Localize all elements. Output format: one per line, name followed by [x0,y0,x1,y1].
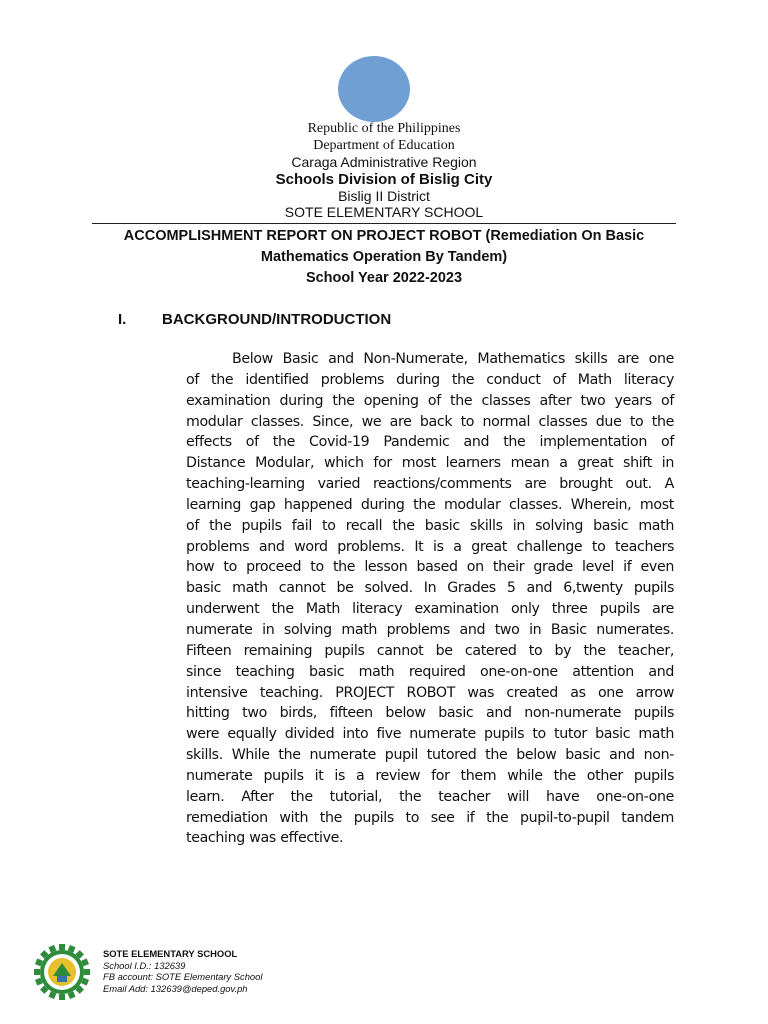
header-department: Department of Education [313,138,455,153]
header-divider [92,223,676,224]
paragraph-line: teaching-learning varied reactions/comments are brought out. A [186,476,674,493]
paragraph-line: Distance Modular, which for most learners mean a great shift in [186,455,674,472]
deped-seal-icon [338,56,410,122]
paragraph-line: of the pupils fail to recall the basic skills in solving basic math [186,517,674,534]
header-district: Bislig II District [338,188,430,204]
background-paragraph [186,349,674,849]
header-division: Schools Division of Bislig City [275,171,493,188]
paragraph-line: effects of the Covid-19 Pandemic and the implementation of [186,434,674,451]
footer-school-id: School I.D.: 132639 [103,959,186,971]
paragraph-line: examination during the opening of the classes after two years of [186,392,674,409]
gear-tooth [34,969,40,975]
paragraph-line: remediation with the pupils to see if the pupil-to-pupil tandem [186,809,674,826]
paragraph-line: learning gap happened during the modular classes. Wherein, most [186,496,674,513]
paragraph-line: numerate in solving math problems and two in Basic numerates. [186,621,674,638]
report-title-line-1: ACCOMPLISHMENT REPORT ON PROJECT ROBOT (Remediation On Basic [123,228,645,244]
paragraph-line: Fifteen remaining pupils cannot be catered to by the teacher, [186,642,674,659]
paragraph-line: hitting two birds, fifteen below basic and non-numerate pupils [186,705,674,722]
footer-contact [103,948,262,994]
report-school-year: School Year 2022-2023 [305,270,463,286]
gear-tooth [59,944,65,950]
header-school: SOTE ELEMENTARY SCHOOL [284,204,484,220]
section-number: I. [118,311,127,328]
gear-tooth [84,969,90,975]
footer-fb-account: FB account: SOTE Elementary School [103,971,263,983]
paragraph-line: teaching was effective. [186,830,344,847]
paragraph-line: numerate pupils it is a review for them while the other pupils [186,767,674,784]
paragraph-line: modular classes. Since, we are back to normal classes due to the [186,413,674,430]
paragraph-line: Below Basic and Non-Numerate, Mathematics skills are one [232,351,674,367]
paragraph-line: problems and word problems. It is a great challenge to teachers [186,538,674,555]
paragraph-line: learn. After the tutorial, the teacher will have one-on-one [186,788,674,805]
paragraph-line: since teaching basic math required one-on-one attention and [186,663,674,680]
header-republic: Republic of the Philippines [307,121,461,136]
paragraph-line: skills. While the numerate pupil tutored the below basic and non- [186,747,674,764]
paragraph-line: of the identified problems during the conduct of Math literacy [186,371,674,388]
paragraph-line: underwent the Math literacy examination only three pupils are [186,601,674,618]
header-region: Caraga Administrative Region [291,154,477,170]
paragraph-line: how to proceed to the lesson based on their grade level if even [186,559,674,576]
footer-email: Email Add: 132639@deped.gov.ph [103,982,248,994]
gear-tooth [59,994,65,1000]
school-logo-icon [33,943,91,1001]
paragraph-line: intensive teaching. PROJECT ROBOT was created as one arrow [186,684,674,701]
report-title-line-2: Mathematics Operation By Tandem) [260,249,508,265]
paragraph-line: were equally divided into five numerate pupils to tutor basic math [186,726,674,743]
footer-school-name: SOTE ELEMENTARY SCHOOL [103,948,238,959]
section-heading: BACKGROUND/INTRODUCTION [162,311,392,328]
paragraph-line: basic math cannot be solved. In Grades 5 and 6,twenty pupils [186,580,674,597]
